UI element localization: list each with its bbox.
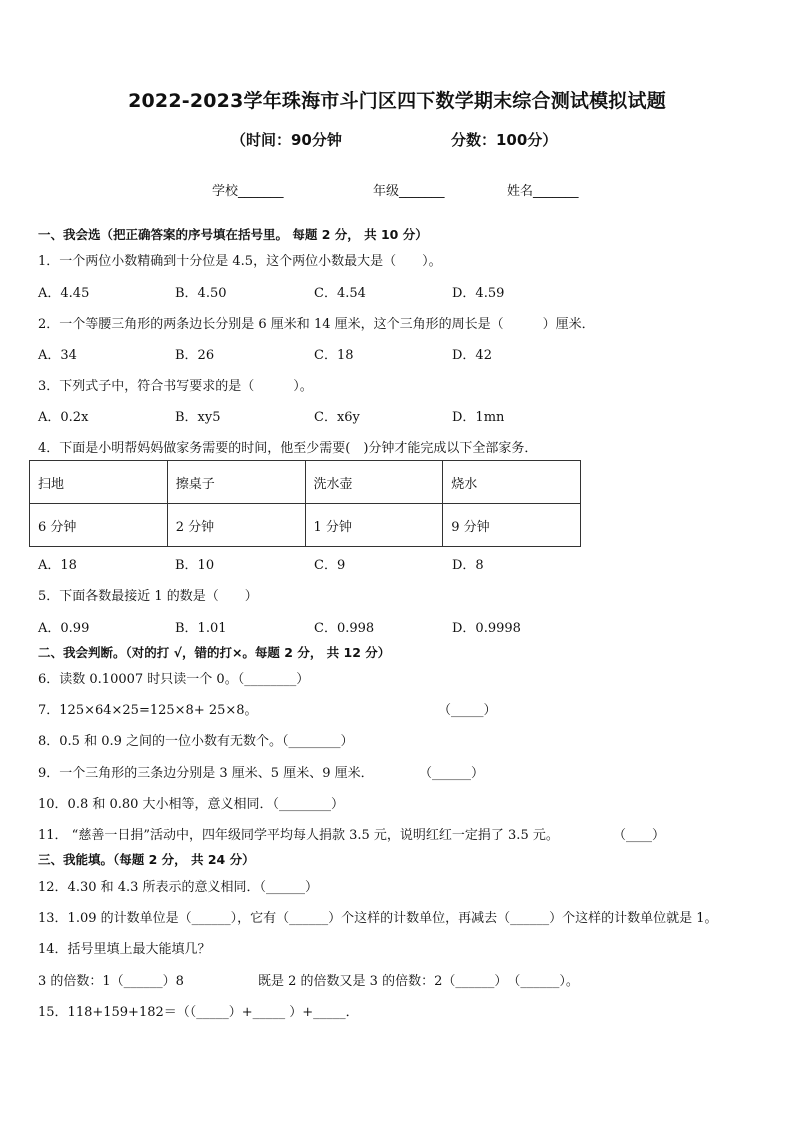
- question-14-part-b: 既是 2 的倍数又是 3 的倍数：2（______） （______）。: [258, 974, 579, 989]
- table-cell: 洗水壶: [305, 461, 443, 504]
- q2-option-d: D．42: [452, 348, 492, 363]
- question-3: 3．下列式子中，符合书写要求的是（ ）。: [38, 379, 313, 394]
- q5-option-b: B．1.01: [175, 621, 227, 636]
- q2-option-b: B．26: [175, 348, 215, 363]
- section-heading-choice: 一、我会选（把正确答案的序号填在括号里。 每题 2 分， 共 10 分）: [38, 227, 428, 242]
- q1-option-b: B．4.50: [175, 286, 227, 301]
- grade-field: 年级_______: [373, 184, 445, 199]
- table-row: [30, 504, 581, 547]
- school-field: 学校_______: [212, 184, 284, 199]
- question-6: 6．读数 0.10007 时只读一个 0。（________）: [38, 672, 310, 687]
- q5-option-a: A．0.99: [38, 621, 90, 636]
- question-10: 10．0.8 和 0.80 大小相等，意义相同．（________）: [38, 797, 345, 812]
- q1-option-c: C．4.54: [314, 286, 366, 301]
- question-12: 12．4.30 和 4.3 所表示的意义相同．（______）: [38, 880, 319, 895]
- question-2: 2．一个等腰三角形的两条边长分别是 6 厘米和 14 厘米，这个三角形的周长是（ ）厘米．: [38, 317, 595, 332]
- table-cell: 扫地: [30, 461, 168, 504]
- q2-option-a: A．34: [38, 348, 77, 363]
- table-cell: 6 分钟: [30, 504, 168, 547]
- q4-option-a: A．18: [38, 558, 77, 573]
- q4-option-d: D．8: [452, 558, 484, 573]
- exam-time: （时间：90分钟: [231, 131, 342, 149]
- q3-option-c: C．x6y: [314, 410, 360, 425]
- question-11: 11． “慈善一日捐”活动中，四年级同学平均每人捐款 3.5 元，说明红红一定捐了 3.5 元。: [38, 828, 559, 843]
- q3-option-b: B．xy5: [175, 410, 221, 425]
- q5-option-d: D．0.9998: [452, 621, 521, 636]
- name-field: 姓名_______: [507, 184, 579, 199]
- table-cell: 烧水: [443, 461, 581, 504]
- table-cell: 9 分钟: [443, 504, 581, 547]
- question-1: 1．一个两位小数精确到十分位是 4.5，这个两位小数最大是（ ）。: [38, 254, 442, 269]
- q2-option-c: C．18: [314, 348, 354, 363]
- section-heading-fill: 三、我能填。（每题 2 分， 共 24 分）: [38, 852, 255, 867]
- chores-time-table: [29, 460, 581, 547]
- q4-option-b: B．10: [175, 558, 215, 573]
- question-5: 5．下面各数最接近 1 的数是（ ）: [38, 589, 258, 604]
- page-title: 2022-2023学年珠海市斗门区四下数学期末综合测试模拟试题: [128, 90, 666, 112]
- question-7: 7．125×64×25=125×8+ 25×8。: [38, 703, 258, 718]
- question-13: 13．1.09 的计数单位是（______），它有（______）个这样的计数单位，再减去（______）个这样的计数单位就是 1。: [38, 911, 718, 926]
- q4-option-c: C．9: [314, 558, 346, 573]
- question-4: 4．下面是小明帮妈妈做家务需要的时间，他至少需要( )分钟才能完成以下全部家务．: [38, 441, 538, 456]
- question-15: 15．118+159+182＝（（_____）+_____ ）+_____．: [38, 1005, 359, 1020]
- table-cell: 2 分钟: [167, 504, 305, 547]
- q1-option-d: D．4.59: [452, 286, 505, 301]
- q7-answer-blank: （_____）: [438, 703, 497, 718]
- question-9: 9．一个三角形的三条边分别是 3 厘米、5 厘米、9 厘米．: [38, 766, 374, 781]
- table-row: [30, 461, 581, 504]
- question-8: 8．0.5 和 0.9 之间的一位小数有无数个。（________）: [38, 734, 354, 749]
- table-cell: 1 分钟: [305, 504, 443, 547]
- exam-score: 分数：100分）: [451, 131, 558, 149]
- question-14: 14．括号里填上最大能填几？: [38, 942, 211, 957]
- q3-option-a: A．0.2x: [38, 410, 89, 425]
- q5-option-c: C．0.998: [314, 621, 375, 636]
- question-14-part-a: 3 的倍数：1（______）8: [38, 974, 184, 989]
- q9-answer-blank: （______）: [419, 766, 485, 781]
- q1-option-a: A．4.45: [38, 286, 90, 301]
- q11-answer-blank: （____）: [613, 828, 666, 843]
- section-heading-judge: 二、我会判断。（对的打 √，错的打×。每题 2 分， 共 12 分）: [38, 645, 391, 660]
- q3-option-d: D．1mn: [452, 410, 505, 425]
- table-cell: 擦桌子: [167, 461, 305, 504]
